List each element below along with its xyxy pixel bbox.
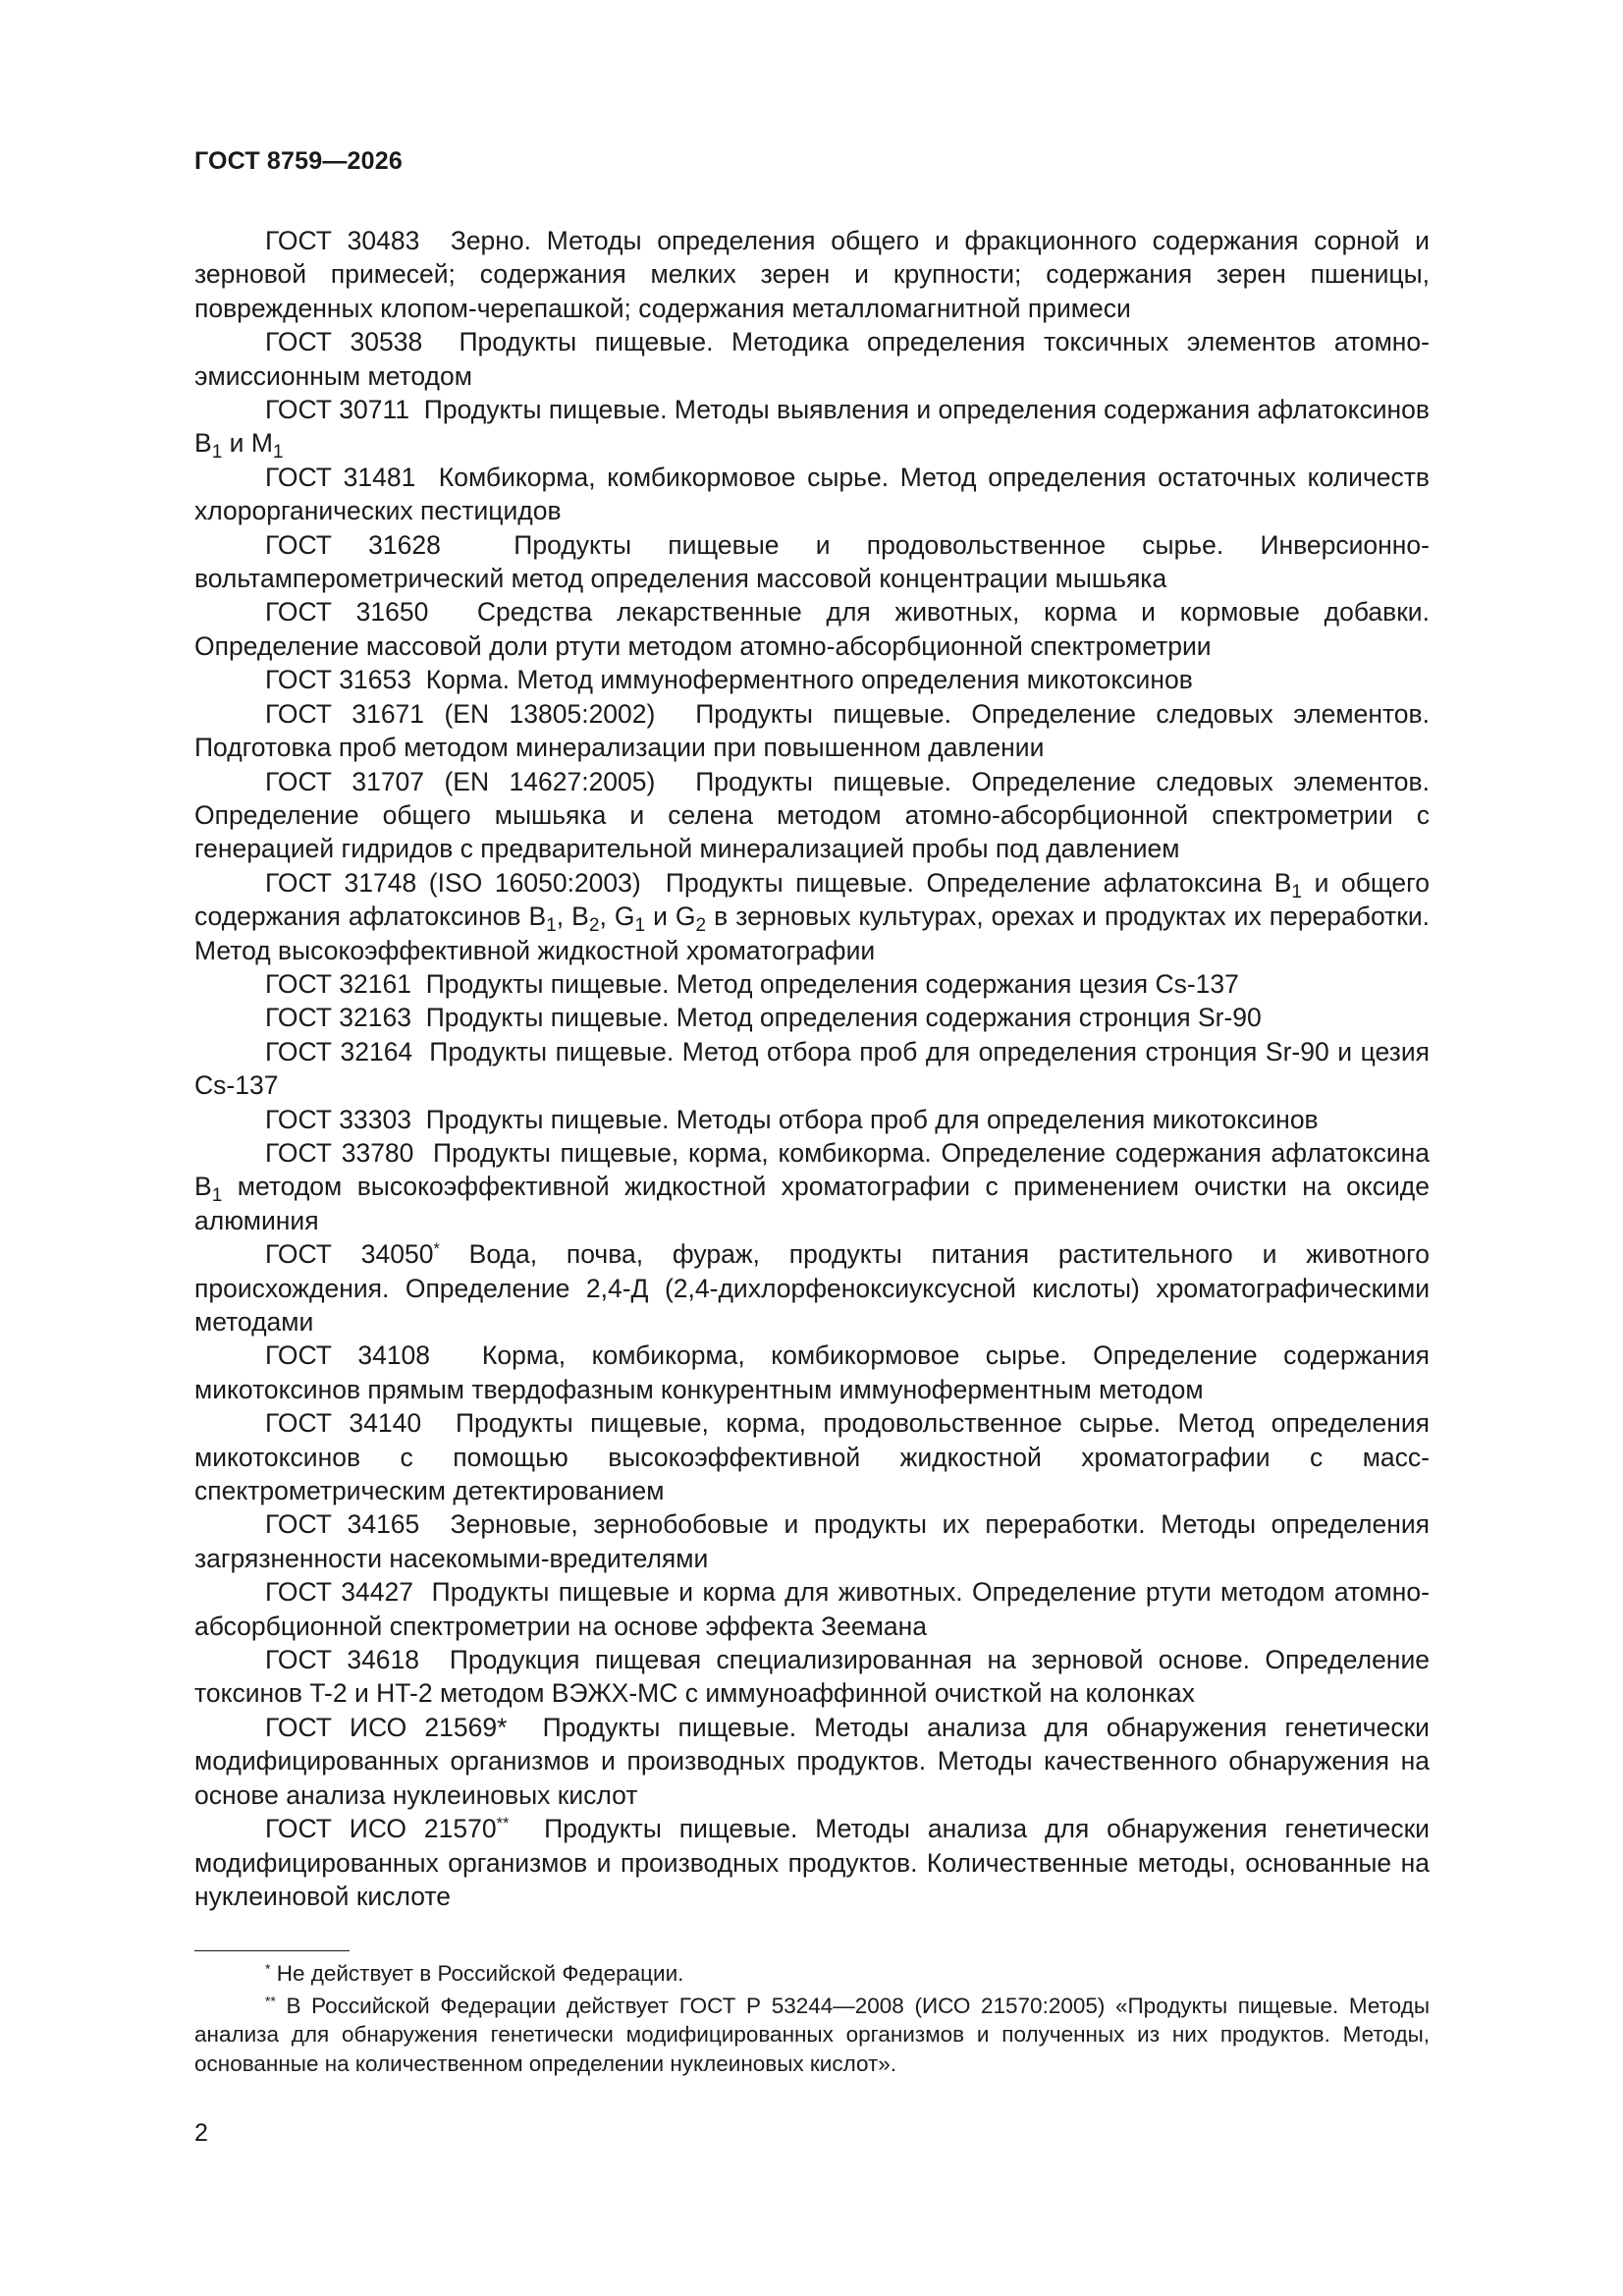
subscript: 1 (1291, 881, 1302, 902)
footnote-text: Не действует в Российской Федерации. (276, 1961, 684, 1986)
ref-code: ГОСТ 34618 (265, 1645, 420, 1675)
reference-item (194, 1507, 1430, 1575)
ref-title: Вода, почва, фураж, продукты питания растительного и животного происхождения. Определение 2,4-Д (2,4-дихлорфеноксиуксусной кислоты) хроматографическими методами (194, 1239, 1430, 1337)
ref-title: Продукты пищевые. Метод отбора проб для определения стронция Sr-90 и цезия Cs-137 (194, 1036, 1430, 1101)
ref-title: Продукты пищевые. Метод определения содержания цезия Cs-137 (425, 968, 1239, 999)
ref-title: Продукты пищевые. Методы анализа для обнаружения генетически модифицированных организмов и производных продуктов. Методы качественного обнаружения на основе анализа нуклеиновых кислот (194, 1712, 1430, 1810)
subscript: 1 (634, 915, 646, 937)
footnote-mark: * (433, 1240, 440, 1259)
reference-item (194, 1001, 1430, 1034)
ref-title: Продукты пищевые. Определение афлатоксина B (665, 867, 1292, 898)
footnote (194, 1992, 1430, 2079)
reference-item (194, 1406, 1430, 1507)
footnote-mark: * (265, 1960, 271, 1977)
footnote-text: В Российской Федерации действует ГОСТ Р 53244—2008 (ИСО 21570:2005) «Продукты пищевые. Методы анализа для обнаружения генетически модифицированных организмов и полученных из них продуктов. Методы, основанные на количественном определении нуклеиновых кислот». (194, 1993, 1430, 2076)
ref-title: Продукты пищевые. Методика определения токсичных элементов атомно-эмиссионным методом (194, 327, 1430, 391)
subscript: 1 (546, 915, 557, 937)
ref-code: ГОСТ 33780 (265, 1137, 414, 1168)
ref-title: Зерно. Методы определения общего и фракционного содержания сорной и зерновой примесей; содержания мелких зерен и крупности; содержания зерен пшеницы, поврежденных клопом-черепашкой; содержания металломагнитной примеси (194, 226, 1430, 323)
ref-title: Продукты пищевые, корма, продовольственное сырье. Метод определения микотоксинов с помощью высокоэффективной жидкостной хроматографии с масс-спектрометрическим детектированием (194, 1408, 1430, 1506)
normative-references-list (194, 224, 1430, 1913)
ref-title: Продукты пищевые. Методы выявления и определения содержания афлатоксинов B (194, 395, 1430, 459)
ref-title: , B (556, 902, 589, 932)
ref-title: Продукты пищевые и корма для животных. Определение ртути методом атомно-абсорбционной спектрометрии на основе эффекта Зеемана (194, 1577, 1430, 1641)
reference-item (194, 663, 1430, 696)
ref-code: ГОСТ ИСО 21570 (265, 1814, 497, 1844)
ref-code: ГОСТ 31650 (265, 597, 429, 628)
footnote-mark: ** (496, 1815, 510, 1833)
reference-item (194, 1711, 1430, 1812)
ref-title: и G (645, 902, 696, 932)
ref-code: ГОСТ 32163 (265, 1003, 411, 1033)
reference-item (194, 1812, 1430, 1913)
ref-code: ГОСТ 31671 (EN 13805:2002) (265, 698, 656, 729)
ref-title: Средства лекарственные для животных, корма и кормовые добавки. Определение массовой доли ртути методом атомно-абсорбционной спектрометрии (194, 597, 1430, 661)
ref-code: ГОСТ 34165 (265, 1509, 420, 1540)
footnotes (194, 1959, 1430, 2081)
ref-code: ГОСТ 31481 (265, 462, 416, 492)
reference-item (194, 528, 1430, 596)
footnote-divider (194, 1950, 350, 1951)
reference-item (194, 1575, 1430, 1643)
ref-code: ГОСТ 30711 (265, 395, 410, 425)
page-number: 2 (194, 2119, 208, 2147)
reference-item (194, 325, 1430, 393)
reference-item (194, 1339, 1430, 1406)
ref-title: Корма, комбикорма, комбикормовое сырье. Определение содержания микотоксинов прямым твердофазным конкурентным иммуноферментным методом (194, 1340, 1430, 1404)
ref-code: ГОСТ 31628 (265, 529, 441, 560)
reference-item (194, 224, 1430, 325)
subscript: 2 (695, 915, 707, 937)
reference-item (194, 595, 1430, 663)
ref-title: Продукты пищевые. Методы анализа для обнаружения генетически модифицированных организмов и производных продуктов. Количественные методы, основанные на нуклеиновой кислоте (194, 1814, 1430, 1911)
ref-title: Продукты пищевые. Определение следовых элементов. Подготовка проб методом минерализации при повышенном давлении (194, 698, 1430, 763)
reference-item (194, 1136, 1430, 1237)
ref-code: ГОСТ 33303 (265, 1104, 411, 1134)
reference-item (194, 866, 1430, 967)
ref-title: Продукты пищевые. Методы отбора проб для определения микотоксинов (425, 1104, 1319, 1134)
ref-title: Продукция пищевая специализированная на зерновой основе. Определение токсинов T-2 и HT-2 методом ВЭЖХ-МС с иммуноаффинной очисткой на колонках (194, 1645, 1430, 1709)
ref-title: , G (599, 902, 635, 932)
ref-title: Корма. Метод иммуноферментного определения микотоксинов (425, 665, 1193, 695)
ref-code: ГОСТ 32161 (265, 968, 411, 999)
subscript: 1 (272, 442, 284, 464)
ref-title: Продукты пищевые. Метод определения содержания стронция Sr-90 (425, 1003, 1262, 1033)
reference-item (194, 393, 1430, 464)
reference-item (194, 461, 1430, 528)
ref-title: Продукты пищевые. Определение следовых элементов. Определение общего мышьяка и селена методом атомно-абсорбционной спектрометрии с генерацией гидридов с предварительной минерализацией пробы под давлением (194, 766, 1430, 864)
ref-title: в зерновых культурах, орехах и продуктах их переработки. Метод высокоэффективной жидкостной хроматографии (194, 902, 1431, 965)
ref-code: ГОСТ 31748 (ISO 16050:2003) (265, 867, 641, 898)
ref-title: Зерновые, зернобобовые и продукты их переработки. Методы определения загрязненности насекомыми-вредителями (194, 1509, 1430, 1573)
ref-title: Продукты пищевые, корма, комбикорма. Определение содержания афлатоксина B (194, 1137, 1430, 1202)
ref-title: и M (222, 428, 273, 459)
ref-code: ГОСТ 32164 (265, 1036, 413, 1066)
ref-code: ГОСТ 34050 (265, 1239, 434, 1270)
ref-title: методом высокоэффективной жидкостной хроматографии с применением очистки на оксиде алюминия (194, 1172, 1430, 1235)
ref-code: ГОСТ 34108 (265, 1340, 431, 1371)
reference-item (194, 1237, 1430, 1339)
subscript: 1 (211, 1185, 223, 1207)
reference-item (194, 1035, 1430, 1103)
footnote-mark: ** (265, 1992, 276, 2008)
footnote (194, 1959, 1430, 1989)
ref-code: ГОСТ 34140 (265, 1408, 422, 1439)
reference-item (194, 765, 1430, 866)
ref-title: Продукты пищевые и продовольственное сырье. Инверсионно-вольтамперометрический метод определения массовой концентрации мышьяка (194, 529, 1430, 594)
ref-title: и общего содержания афлатоксинов B (194, 867, 1430, 932)
ref-code: ГОСТ ИСО 21569* (265, 1712, 508, 1742)
ref-code: ГОСТ 31707 (EN 14627:2005) (265, 766, 656, 796)
document-header: ГОСТ 8759—2026 (194, 147, 403, 175)
subscript: 2 (588, 915, 600, 937)
ref-code: ГОСТ 30538 (265, 327, 423, 357)
ref-title: Комбикорма, комбикормовое сырье. Метод определения остаточных количеств хлорорганических пестицидов (194, 462, 1430, 526)
reference-item (194, 1643, 1430, 1711)
reference-item (194, 967, 1430, 1001)
ref-code: ГОСТ 34427 (265, 1577, 413, 1608)
reference-item (194, 697, 1430, 765)
subscript: 1 (211, 442, 223, 464)
reference-item (194, 1103, 1430, 1136)
ref-code: ГОСТ 30483 (265, 226, 420, 255)
ref-code: ГОСТ 31653 (265, 665, 411, 695)
